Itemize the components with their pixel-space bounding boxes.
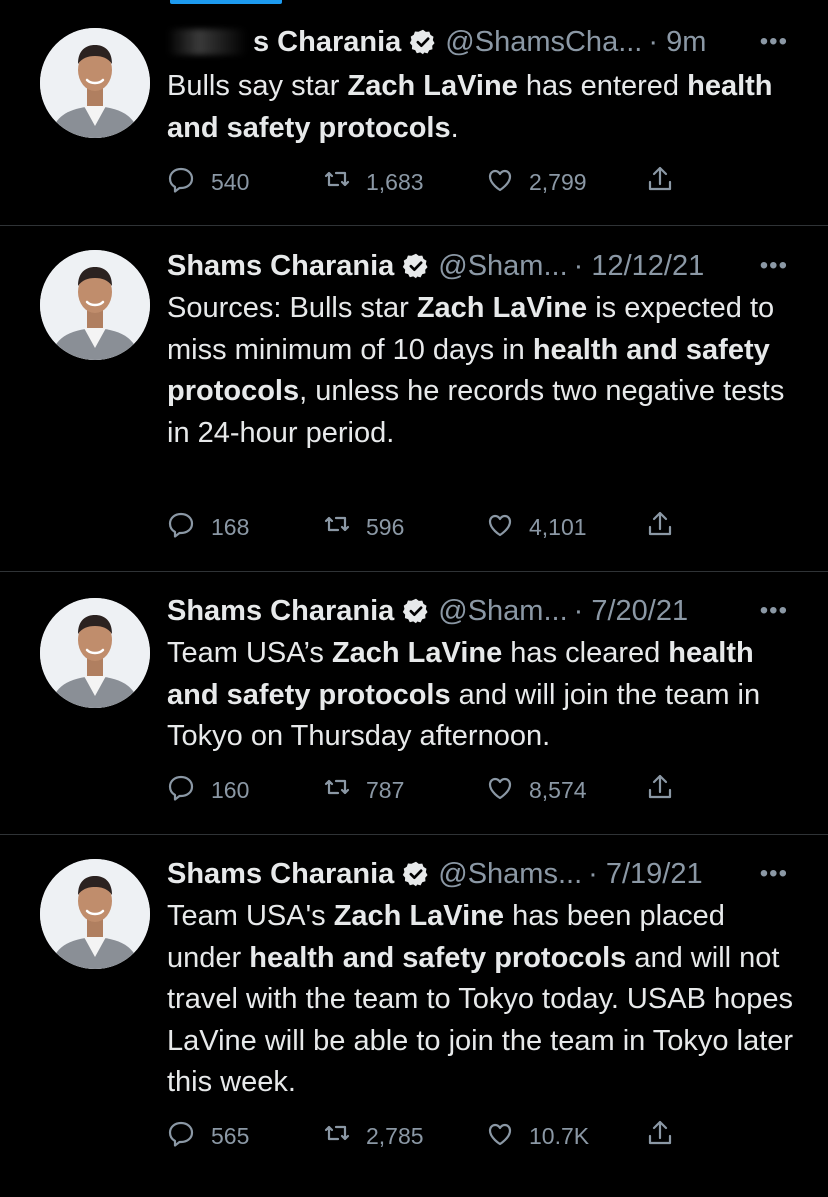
- text-segment: , unless he records two negative tests in 24-hour period.: [167, 375, 785, 449]
- author-handle[interactable]: @Shams...: [438, 857, 583, 890]
- bold-highlight: Zach LaVine: [416, 292, 588, 324]
- retweet-count: 1,683: [366, 168, 424, 195]
- retweet-count: 596: [366, 513, 405, 540]
- reply-count: 168: [211, 513, 250, 540]
- avatar[interactable]: [40, 28, 150, 138]
- reply-icon: [167, 509, 211, 545]
- tweet-time[interactable]: · 7/20/21: [573, 594, 689, 627]
- text-segment: has cleared: [502, 637, 669, 669]
- more-options-icon[interactable]: •••: [759, 252, 788, 279]
- reply-count: 565: [211, 1122, 250, 1149]
- retweet-button[interactable]: [322, 770, 404, 810]
- verified-badge-icon: [402, 252, 430, 280]
- reply-icon: [167, 1118, 211, 1154]
- tweet-time[interactable]: · 7/19/21: [588, 857, 703, 890]
- heart-icon: [485, 509, 529, 545]
- text-segment: Team USA’s: [167, 637, 332, 669]
- retweet-icon: [322, 1118, 366, 1154]
- tweet-actions: [167, 770, 687, 810]
- tweet-text: [167, 633, 798, 758]
- share-icon: [645, 772, 689, 808]
- retweet-button[interactable]: [322, 162, 424, 202]
- retweet-icon: [322, 772, 366, 808]
- retweet-count: 787: [366, 776, 405, 803]
- bold-highlight: Zach LaVine: [333, 900, 505, 932]
- tweet[interactable]: [0, 572, 828, 835]
- author-name[interactable]: Shams Charania: [167, 249, 395, 282]
- like-button[interactable]: [485, 1116, 589, 1156]
- redacted-name-fragment: [167, 29, 247, 55]
- author-handle[interactable]: @Sham...: [438, 249, 568, 282]
- more-options-icon[interactable]: •••: [759, 28, 788, 55]
- share-icon: [645, 164, 689, 200]
- like-count: 10.7K: [529, 1122, 590, 1149]
- author-name[interactable]: Shams Charania: [167, 857, 395, 890]
- bold-highlight: Zach LaVine: [347, 70, 518, 102]
- text-segment: Sources: Bulls star: [167, 292, 417, 324]
- text-segment: has been placed under: [167, 900, 725, 974]
- share-icon: [645, 1118, 689, 1154]
- like-count: 2,799: [529, 168, 587, 195]
- retweet-button[interactable]: [322, 507, 404, 547]
- tweet-actions: [167, 1116, 687, 1156]
- like-count: 8,574: [529, 776, 587, 803]
- tweet-header: [167, 591, 788, 631]
- heart-icon: [485, 1118, 529, 1154]
- heart-icon: [485, 164, 529, 200]
- retweet-icon: [322, 164, 366, 200]
- avatar[interactable]: [40, 598, 150, 708]
- text-segment: has entered: [517, 70, 688, 102]
- share-button[interactable]: [645, 770, 689, 810]
- author-handle[interactable]: @Sham...: [438, 594, 568, 627]
- tweet-actions: [167, 162, 687, 202]
- like-button[interactable]: [485, 507, 587, 547]
- avatar[interactable]: [40, 859, 150, 969]
- author-name[interactable]: s Charania: [253, 25, 402, 58]
- text-segment: and will join the team in Tokyo on Thursday afternoon.: [167, 678, 761, 752]
- reply-button[interactable]: [167, 1116, 249, 1156]
- text-segment: is expected to miss minimum of 10 days in: [167, 292, 775, 366]
- reply-button[interactable]: [167, 162, 249, 202]
- reply-button[interactable]: [167, 770, 249, 810]
- reply-count: 540: [211, 168, 250, 195]
- verified-badge-icon: [402, 597, 430, 625]
- retweet-count: 2,785: [366, 1122, 424, 1149]
- tweet[interactable]: [0, 226, 828, 572]
- tweet-time[interactable]: · 9m: [648, 25, 707, 58]
- text-segment: and will not travel with the team to Tokyo today. USAB hopes LaVine will be able to join the team in Tokyo later this week.: [167, 941, 794, 1098]
- text-segment: Team USA's: [167, 900, 334, 932]
- bold-highlight: health and safety protocols: [249, 941, 627, 974]
- verified-badge-icon: [409, 28, 437, 56]
- tweet[interactable]: [0, 0, 828, 226]
- tweet-header: [167, 22, 788, 62]
- text-segment: .: [450, 111, 459, 144]
- reply-icon: [167, 164, 211, 200]
- share-button[interactable]: [645, 507, 689, 547]
- tweet-text: [167, 896, 798, 1104]
- share-button[interactable]: [645, 1116, 689, 1156]
- heart-icon: [485, 772, 529, 808]
- verified-badge-icon: [402, 860, 430, 888]
- like-count: 4,101: [529, 513, 587, 540]
- more-options-icon[interactable]: •••: [759, 860, 788, 887]
- avatar[interactable]: [40, 250, 150, 360]
- bold-highlight: Zach LaVine: [331, 637, 503, 669]
- tweet-text: [167, 288, 798, 454]
- tweet-actions: [167, 507, 687, 547]
- retweet-icon: [322, 509, 366, 545]
- bold-highlight: health and safety protocols: [167, 70, 773, 144]
- tweet-time[interactable]: · 12/12/21: [573, 249, 705, 282]
- author-handle[interactable]: @ShamsCha...: [445, 25, 643, 58]
- tweet-header: [167, 246, 788, 286]
- reply-count: 160: [211, 776, 250, 803]
- reply-button[interactable]: [167, 507, 249, 547]
- bold-highlight: health and safety protocols: [167, 333, 770, 407]
- share-button[interactable]: [645, 162, 689, 202]
- bold-highlight: health and safety protocols: [167, 637, 754, 711]
- retweet-button[interactable]: [322, 1116, 424, 1156]
- author-name[interactable]: Shams Charania: [167, 594, 395, 627]
- tweet[interactable]: [0, 835, 828, 1197]
- more-options-icon[interactable]: •••: [759, 597, 788, 624]
- text-segment: Bulls say star: [167, 70, 348, 102]
- like-button[interactable]: [485, 162, 587, 202]
- tweet-header: [167, 854, 788, 894]
- reply-icon: [167, 772, 211, 808]
- like-button[interactable]: [485, 770, 587, 810]
- tweet-text: [167, 66, 798, 149]
- share-icon: [645, 509, 689, 545]
